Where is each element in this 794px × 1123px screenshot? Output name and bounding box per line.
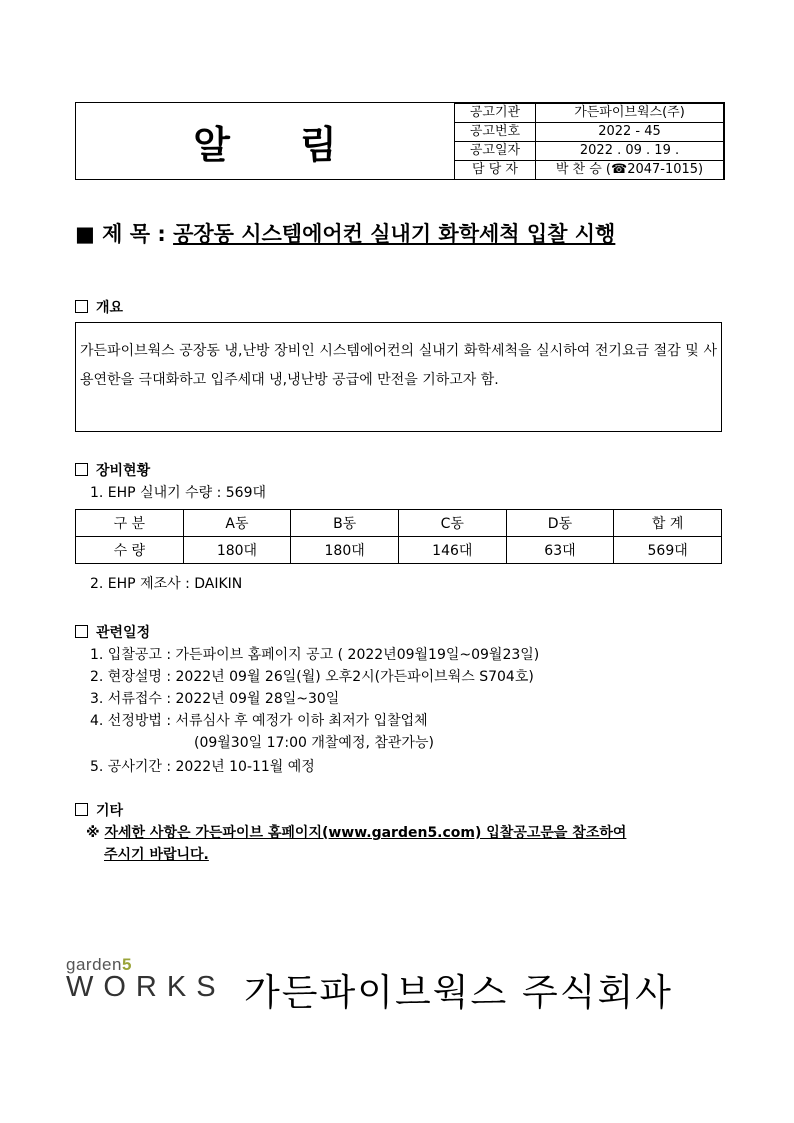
info-value: 박 찬 승 (☎2047-1015) <box>536 161 724 180</box>
info-value: 2022 - 45 <box>536 123 724 142</box>
section-schedule-heading <box>75 622 150 642</box>
equipment-item-1: 1. EHP 실내기 수량 : 569대 <box>90 485 267 501</box>
info-key: 공고일자 <box>455 142 536 161</box>
etc-text: 주시기 바랍니다. <box>104 847 209 863</box>
schedule-item: 2. 현장설명 : 2022년 09월 26일(월) 오후2시(가든파이브웍스 S704호) <box>90 669 534 685</box>
table-cell: 569대 <box>614 537 722 564</box>
schedule-item: 4. 선정방법 : 서류심사 후 예정가 이하 최저가 입찰업체 <box>90 713 428 729</box>
company-name: 가든파이브웍스 주식회사 <box>244 971 673 1014</box>
subject-text: 공장동 시스템에어컨 실내기 화학세척 입찰 시행 <box>173 222 616 246</box>
checkbox-square-icon <box>75 300 88 313</box>
table-cell: 구 분 <box>76 510 184 537</box>
etc-note <box>86 822 626 866</box>
equipment-item-2: 2. EHP 제조사 : DAIKIN <box>90 576 243 592</box>
reference-mark: ※ <box>86 825 105 841</box>
equipment-table-header <box>76 510 722 537</box>
table-cell: 63대 <box>506 537 614 564</box>
schedule-item: 3. 서류접수 : 2022년 09월 28일~30일 <box>90 691 340 707</box>
subject-line <box>75 218 615 248</box>
etc-line-2 <box>86 844 626 866</box>
info-key: 공고기관 <box>455 104 536 123</box>
section-overview-heading <box>75 297 123 317</box>
section-etc-heading <box>75 800 123 820</box>
logo-five-text: 5 <box>121 955 132 974</box>
logo-works: WORKS <box>66 971 226 1003</box>
schedule-item: 5. 공사기간 : 2022년 10-11월 예정 <box>90 759 315 775</box>
info-key: 공고번호 <box>455 123 536 142</box>
section-heading-text: 개요 <box>96 300 124 316</box>
equipment-table <box>75 509 722 564</box>
table-cell: 146대 <box>398 537 506 564</box>
section-heading-text: 기타 <box>96 803 124 819</box>
info-row-agency <box>455 104 724 123</box>
company-logo <box>66 955 226 1004</box>
table-cell: 180대 <box>291 537 399 564</box>
title-char-2: 림 <box>300 122 337 167</box>
table-cell: 합 계 <box>614 510 722 537</box>
overview-box <box>75 322 722 432</box>
subject-prefix: ■ 제 목 : <box>75 222 174 246</box>
checkbox-square-icon <box>75 463 88 476</box>
notice-header <box>75 102 725 180</box>
section-heading-text: 관련일정 <box>96 625 151 641</box>
document-title <box>76 103 454 179</box>
info-value: 가든파이브웍스(주) <box>536 104 724 123</box>
title-char-1: 알 <box>193 122 230 167</box>
checkbox-square-icon <box>75 625 88 638</box>
etc-text: 자세한 사항은 가든파이브 홈페이지(www.garden5.com) 입찰공고문을 참조하여 <box>104 825 627 841</box>
info-row-number <box>455 123 724 142</box>
schedule-item-continuation: (09월30일 17:00 개찰예정, 참관가능) <box>194 735 434 751</box>
info-value: 2022 . 09 . 19 . <box>536 142 724 161</box>
info-row-date <box>455 142 724 161</box>
section-heading-text: 장비현황 <box>96 463 151 479</box>
etc-line-1 <box>86 822 626 844</box>
overview-text: 가든파이브웍스 공장동 냉,난방 장비인 시스템에어컨의 실내기 화학세척을 실시하여 전기요금 절감 및 사용연한을 극대화하고 입주세대 냉,냉난방 공급에 만전을 기하고자 함. <box>80 343 717 388</box>
table-cell: C동 <box>398 510 506 537</box>
checkbox-square-icon <box>75 803 88 816</box>
logo-garden-text: garden <box>66 955 122 974</box>
table-cell: D동 <box>506 510 614 537</box>
table-cell: 수 량 <box>76 537 184 564</box>
equipment-table-row <box>76 537 722 564</box>
info-key: 담 당 자 <box>455 161 536 180</box>
section-equipment-heading <box>75 460 150 480</box>
notice-info-table <box>454 103 724 180</box>
info-row-contact <box>455 161 724 180</box>
table-cell: 180대 <box>183 537 291 564</box>
schedule-item: 1. 입찰공고 : 가든파이브 홈페이지 공고 ( 2022년09월19일~09월23일) <box>90 647 540 663</box>
table-cell: A동 <box>183 510 291 537</box>
table-cell: B동 <box>291 510 399 537</box>
